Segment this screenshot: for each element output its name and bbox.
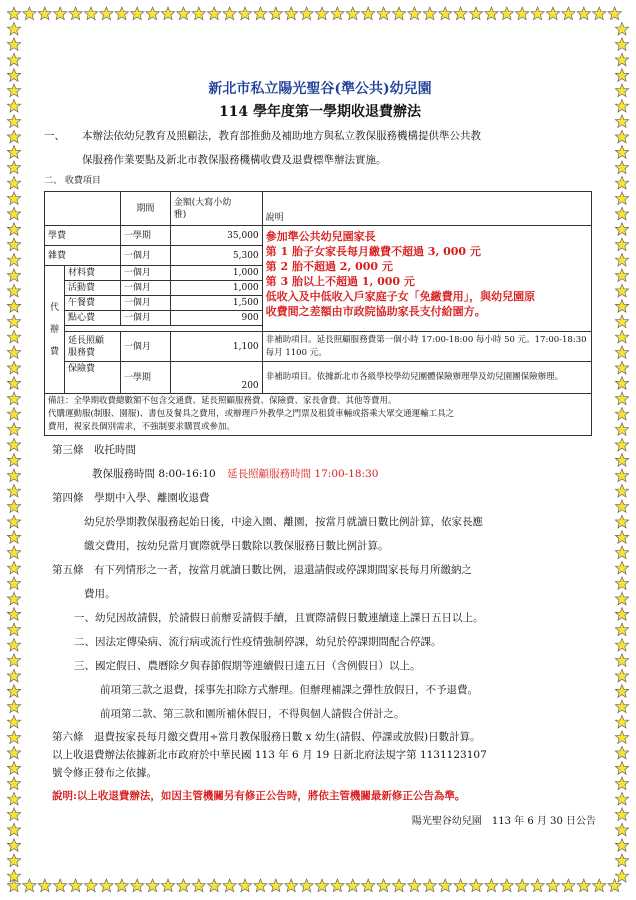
article-5-item-1: 一、幼兒因故請假，於請假日前辦妥請假手續，且實際請假日數連續達上課日五日以上。 bbox=[74, 612, 484, 624]
border-star-icon bbox=[131, 7, 144, 20]
border-star-icon bbox=[7, 38, 20, 51]
border-star-icon bbox=[346, 879, 359, 892]
tuition-period: 一學期 bbox=[120, 226, 170, 246]
border-star-icon bbox=[615, 346, 628, 359]
red-note-5: 低收入及中低收入戶家庭子女「免繳費用」，與幼兒園原 bbox=[265, 290, 536, 303]
border-star-icon bbox=[38, 7, 51, 20]
border-star-icon bbox=[615, 623, 628, 636]
border-star-icon bbox=[208, 7, 221, 20]
border-star-icon bbox=[615, 146, 628, 159]
border-star-icon bbox=[577, 7, 590, 20]
border-star-icon bbox=[615, 161, 628, 174]
border-star-icon bbox=[608, 879, 621, 892]
section-1 bbox=[44, 124, 596, 148]
border-star-icon bbox=[615, 69, 628, 82]
border-star-icon bbox=[208, 879, 221, 892]
border-star-icon bbox=[615, 731, 628, 744]
border-star-icon bbox=[615, 99, 628, 112]
border-star-icon bbox=[238, 879, 251, 892]
article-6-line-1: 第六條 退費按家長每月繳交費用÷當月教保服務日數 x 幼生(請假、停課或放假)日數計算。 bbox=[52, 731, 481, 743]
border-star-icon bbox=[615, 700, 628, 713]
snack-label: 點心費 bbox=[64, 311, 120, 326]
border-star-icon bbox=[315, 7, 328, 20]
border-star-icon bbox=[7, 715, 20, 728]
border-star-icon bbox=[615, 315, 628, 328]
border-star-icon bbox=[615, 592, 628, 605]
misc-label: 雜費 bbox=[45, 246, 121, 266]
border-star-icon bbox=[7, 777, 20, 790]
extended-period: 一個月 bbox=[120, 332, 170, 362]
border-star-icon bbox=[469, 879, 482, 892]
section-2-number: 二、 bbox=[44, 176, 63, 186]
border-star-icon bbox=[615, 669, 628, 682]
border-star-icon bbox=[23, 7, 36, 20]
border-star-icon bbox=[254, 7, 267, 20]
border-star-icon bbox=[115, 879, 128, 892]
border-star-icon bbox=[439, 879, 452, 892]
border-star-icon bbox=[615, 269, 628, 282]
border-star-icon bbox=[615, 715, 628, 728]
border-star-icon bbox=[615, 469, 628, 482]
border-star-icon bbox=[7, 407, 20, 420]
activity-amount: 1,000 bbox=[170, 281, 262, 296]
border-star-icon bbox=[615, 130, 628, 143]
border-star-icon bbox=[7, 84, 20, 97]
border-star-icon bbox=[615, 777, 628, 790]
border-star-icon bbox=[500, 879, 513, 892]
border-star-icon bbox=[7, 592, 20, 605]
border-star-icon bbox=[615, 192, 628, 205]
border-star-icon bbox=[615, 176, 628, 189]
border-star-icon bbox=[577, 879, 590, 892]
border-star-icon bbox=[392, 879, 405, 892]
border-star-icon bbox=[285, 879, 298, 892]
border-star-icon bbox=[7, 253, 20, 266]
border-star-icon bbox=[7, 700, 20, 713]
border-star-icon bbox=[7, 685, 20, 698]
extended-amount: 1,100 bbox=[170, 332, 262, 362]
snack-period: 一個月 bbox=[120, 311, 170, 326]
border-star-icon bbox=[615, 561, 628, 574]
extended-label: 延長照顧 服務費 bbox=[64, 332, 120, 362]
border-star-icon bbox=[615, 454, 628, 467]
border-star-icon bbox=[84, 879, 97, 892]
border-star-icon bbox=[346, 7, 359, 20]
border-star-icon bbox=[615, 500, 628, 513]
border-star-icon bbox=[615, 438, 628, 451]
border-star-icon bbox=[454, 7, 467, 20]
border-star-icon bbox=[7, 561, 20, 574]
border-star-icon bbox=[615, 377, 628, 390]
tuition-amount: 35,000 bbox=[170, 226, 262, 246]
border-star-icon bbox=[7, 869, 20, 882]
misc-amount: 5,300 bbox=[170, 246, 262, 266]
border-star-icon bbox=[177, 879, 190, 892]
border-star-icon bbox=[485, 879, 498, 892]
border-star-icon bbox=[100, 7, 113, 20]
border-star-icon bbox=[331, 7, 344, 20]
border-star-icon bbox=[615, 300, 628, 313]
border-star-icon bbox=[223, 879, 236, 892]
signature-line: 陽光聖谷幼兒園 113 年 6 月 30 日公告 bbox=[411, 816, 596, 827]
border-star-icon bbox=[516, 879, 529, 892]
border-star-icon bbox=[615, 284, 628, 297]
border-star-icon bbox=[615, 808, 628, 821]
border-star-icon bbox=[546, 7, 559, 20]
insurance-period: 一學期 bbox=[120, 362, 170, 394]
border-star-icon bbox=[615, 115, 628, 128]
border-star-icon bbox=[615, 638, 628, 651]
article-3-hours bbox=[44, 462, 596, 486]
border-star-icon bbox=[7, 531, 20, 544]
border-star-icon bbox=[300, 879, 313, 892]
article-4-heading: 第四條 學期中入學、離園收退費 bbox=[52, 492, 210, 504]
border-star-icon bbox=[7, 731, 20, 744]
border-star-icon bbox=[615, 869, 628, 882]
agency-fee-group-label: 代 辦 費 bbox=[45, 266, 65, 394]
border-star-icon bbox=[7, 577, 20, 590]
remark-line-3: 費用，視家長個別需求，不強制要求購買或參加。 bbox=[48, 422, 236, 432]
border-star-icon bbox=[593, 879, 606, 892]
border-star-icon bbox=[615, 746, 628, 759]
border-star-icon bbox=[593, 7, 606, 20]
remark-line-2: 代購運動服(制服、園服)、書包及餐具之費用，或辦理戶外教學之門票及租賃車輛或搭乘大眾交通運輸工具之 bbox=[48, 409, 455, 419]
border-star-icon bbox=[439, 7, 452, 20]
table-header-blank bbox=[45, 192, 121, 226]
border-star-icon bbox=[177, 7, 190, 20]
article-5-heading-2: 費用。 bbox=[84, 588, 116, 600]
border-star-icon bbox=[615, 654, 628, 667]
border-star-icon bbox=[7, 99, 20, 112]
border-star-icon bbox=[7, 669, 20, 682]
border-star-icon bbox=[377, 7, 390, 20]
extended-description: 非補助項目。延長照顧服務費第一個小時 17:00-18:00 每小時 50 元。17:00-18:30 每月 1100 元。 bbox=[262, 332, 591, 362]
service-hours: 教保服務時間 8:00-16:10 bbox=[92, 468, 216, 480]
border-star-icon bbox=[192, 7, 205, 20]
article-5-sub-2: 前項第二款、第三款和園所補休假日，不得與個人請假合併計之。 bbox=[100, 708, 405, 720]
border-star-icon bbox=[7, 746, 20, 759]
border-star-icon bbox=[423, 879, 436, 892]
border-star-icon bbox=[615, 608, 628, 621]
school-name: 新北市私立陽光聖谷(準公共)幼兒園 bbox=[208, 81, 432, 97]
border-star-icon bbox=[615, 253, 628, 266]
border-star-icon bbox=[562, 879, 575, 892]
lunch-amount: 1,500 bbox=[170, 296, 262, 311]
border-star-icon bbox=[615, 546, 628, 559]
article-5-item-2: 二、因法定傳染病、流行病或流行性疫情強制停課，幼兒於停課期間配合停課。 bbox=[74, 636, 442, 648]
border-star-icon bbox=[7, 315, 20, 328]
border-star-icon bbox=[615, 531, 628, 544]
border-star-icon bbox=[100, 879, 113, 892]
border-star-icon bbox=[531, 7, 544, 20]
snack-amount: 900 bbox=[170, 311, 262, 326]
section-2-label: 收費項目 bbox=[64, 176, 101, 186]
table-row-remark bbox=[45, 394, 592, 436]
border-star-icon bbox=[7, 469, 20, 482]
border-star-icon bbox=[7, 269, 20, 282]
border-star-icon bbox=[362, 879, 375, 892]
border-star-icon bbox=[7, 823, 20, 836]
border-star-icon bbox=[7, 438, 20, 451]
table-row-extended bbox=[45, 332, 592, 362]
border-star-icon bbox=[615, 423, 628, 436]
border-star-icon bbox=[615, 38, 628, 51]
border-star-icon bbox=[615, 361, 628, 374]
border-star-icon bbox=[23, 879, 36, 892]
border-star-icon bbox=[7, 762, 20, 775]
border-star-icon bbox=[7, 484, 20, 497]
border-star-icon bbox=[7, 361, 20, 374]
border-star-icon bbox=[615, 22, 628, 35]
fee-table bbox=[44, 191, 592, 436]
border-star-icon bbox=[531, 879, 544, 892]
border-star-icon bbox=[615, 762, 628, 775]
article-5-heading: 第五條 有下列情形之一者，按當月就讀日數比例，退還請假或停課期間家長每月所繳納之 bbox=[52, 564, 472, 576]
table-header-amount: 金額(大寫小幼 雅) bbox=[170, 192, 262, 226]
border-star-icon bbox=[131, 879, 144, 892]
table-header-period: 期間 bbox=[120, 192, 170, 226]
border-star-icon bbox=[7, 623, 20, 636]
border-star-icon bbox=[69, 7, 82, 20]
border-star-icon bbox=[238, 7, 251, 20]
table-header-row bbox=[45, 192, 592, 226]
border-star-icon bbox=[546, 879, 559, 892]
remark-line-1: 備註：全學期收費總數額不包含交通費、延長照顧服務費、保險費、家長會費、其他等費用。 bbox=[48, 396, 397, 406]
border-star-icon bbox=[161, 879, 174, 892]
materials-label: 材料費 bbox=[64, 266, 120, 281]
border-star-icon bbox=[315, 879, 328, 892]
section-1-line-2: 保服務作業要點及新北市教保服務機構收費及退費標準辦法實施。 bbox=[82, 154, 387, 166]
border-star-icon bbox=[7, 792, 20, 805]
border-star-icon bbox=[7, 7, 20, 20]
border-star-icon bbox=[608, 7, 621, 20]
lunch-label: 午餐費 bbox=[64, 296, 120, 311]
border-star-icon bbox=[254, 879, 267, 892]
border-star-icon bbox=[54, 7, 67, 20]
border-star-icon bbox=[7, 638, 20, 651]
border-star-icon bbox=[615, 854, 628, 867]
border-star-icon bbox=[7, 146, 20, 159]
article-4-line-1: 幼兒於學期教保服務起始日後，中途入園、離園，按當月就讀日數比例計算，依家長應 bbox=[84, 516, 483, 528]
border-star-icon bbox=[615, 839, 628, 852]
border-star-icon bbox=[615, 223, 628, 236]
border-star-icon bbox=[615, 484, 628, 497]
border-star-icon bbox=[7, 300, 20, 313]
fee-red-notes bbox=[262, 226, 591, 332]
red-note-4: 第 3 胎以上不超過 1, 000 元 bbox=[265, 275, 415, 288]
border-star-icon bbox=[423, 7, 436, 20]
border-star-icon bbox=[7, 423, 20, 436]
border-star-icon bbox=[7, 515, 20, 528]
border-star-icon bbox=[362, 7, 375, 20]
border-star-icon bbox=[38, 879, 51, 892]
border-star-icon bbox=[146, 879, 159, 892]
border-star-icon bbox=[7, 392, 20, 405]
border-star-icon bbox=[7, 192, 20, 205]
materials-amount: 1,000 bbox=[170, 266, 262, 281]
border-star-icon bbox=[7, 654, 20, 667]
border-star-icon bbox=[454, 879, 467, 892]
border-star-icon bbox=[161, 7, 174, 20]
article-3-heading: 第三條 收托時間 bbox=[52, 444, 136, 456]
border-star-icon bbox=[331, 879, 344, 892]
border-star-icon bbox=[69, 879, 82, 892]
insurance-label: 保險費 bbox=[64, 362, 120, 394]
border-star-icon bbox=[300, 7, 313, 20]
border-star-icon bbox=[377, 879, 390, 892]
red-note-6: 收費間之差額由市政院協助家長支付給園方。 bbox=[265, 305, 486, 318]
extended-hours: 延長照顧服務時間 17:00-18:30 bbox=[227, 468, 379, 480]
border-star-icon bbox=[7, 454, 20, 467]
border-star-icon bbox=[615, 53, 628, 66]
border-star-icon bbox=[615, 577, 628, 590]
border-star-icon bbox=[7, 546, 20, 559]
border-star-icon bbox=[115, 7, 128, 20]
misc-period: 一個月 bbox=[120, 246, 170, 266]
border-star-icon bbox=[516, 7, 529, 20]
red-note-1: 參加準公共幼兒園家長 bbox=[265, 230, 376, 243]
border-star-icon bbox=[223, 7, 236, 20]
border-star-icon bbox=[392, 7, 405, 20]
border-star-icon bbox=[7, 207, 20, 220]
activity-label: 活動費 bbox=[64, 281, 120, 296]
border-star-icon bbox=[146, 7, 159, 20]
lunch-period: 一個月 bbox=[120, 296, 170, 311]
border-star-icon bbox=[562, 7, 575, 20]
document-title: 114 學年度第一學期收退費辦法 bbox=[218, 104, 422, 120]
insurance-amount: 200 bbox=[170, 362, 262, 394]
border-star-icon bbox=[7, 879, 20, 892]
border-star-icon bbox=[7, 608, 20, 621]
border-star-icon bbox=[615, 238, 628, 251]
border-star-icon bbox=[269, 879, 282, 892]
border-star-icon bbox=[615, 685, 628, 698]
border-star-icon bbox=[485, 7, 498, 20]
insurance-description: 非補助項目。依據新北市各級學校學幼兒團體保險辦理學及幼兒園團保險辦理。 bbox=[262, 362, 591, 394]
remark-cell bbox=[45, 394, 592, 436]
border-star-icon bbox=[7, 808, 20, 821]
border-star-icon bbox=[615, 792, 628, 805]
border-star-icon bbox=[54, 879, 67, 892]
border-star-icon bbox=[7, 69, 20, 82]
table-row-tuition bbox=[45, 226, 592, 246]
final-note: 說明:以上收退費辦法，如因主管機關另有修正公告時，將依主管機關最新修正公告為準。 bbox=[52, 790, 466, 802]
border-star-icon bbox=[469, 7, 482, 20]
border-star-icon bbox=[285, 7, 298, 20]
section-2 bbox=[44, 174, 596, 188]
border-star-icon bbox=[500, 7, 513, 20]
border-star-icon bbox=[7, 223, 20, 236]
article-5-sub-1: 前項第三款之退費，採事先扣除方式辦理。但辦理補課之彈性放假日，不予退費。 bbox=[100, 684, 478, 696]
border-star-icon bbox=[7, 377, 20, 390]
border-star-icon bbox=[408, 879, 421, 892]
border-star-icon bbox=[7, 346, 20, 359]
border-star-icon bbox=[615, 207, 628, 220]
border-star-icon bbox=[615, 84, 628, 97]
activity-period: 一個月 bbox=[120, 281, 170, 296]
border-star-icon bbox=[408, 7, 421, 20]
document-body bbox=[44, 80, 596, 832]
border-star-icon bbox=[7, 176, 20, 189]
article-5-item-3: 三、國定假日、農曆除夕與春節假期等連續假日達五日（含例假日）以上。 bbox=[74, 660, 421, 672]
border-star-icon bbox=[7, 500, 20, 513]
border-star-icon bbox=[84, 7, 97, 20]
border-star-icon bbox=[615, 330, 628, 343]
red-note-3: 第 2 胎不超過 2, 000 元 bbox=[265, 260, 393, 273]
border-star-icon bbox=[7, 238, 20, 251]
border-star-icon bbox=[615, 823, 628, 836]
article-6-line-2: 以上收退費辦法依據新北市政府於中華民國 113 年 6 月 19 日新北府法規字第 1131123107 bbox=[52, 749, 487, 761]
border-star-icon bbox=[7, 115, 20, 128]
border-star-icon bbox=[615, 392, 628, 405]
section-1-line-1: 本辦法依幼兒教育及照顧法，教育部推動及補助地方與私立教保服務機構提供準公共教 bbox=[82, 130, 481, 142]
materials-period: 一個月 bbox=[120, 266, 170, 281]
border-star-icon bbox=[615, 407, 628, 420]
table-header-description: 說明 bbox=[262, 192, 591, 226]
border-star-icon bbox=[192, 879, 205, 892]
article-6-line-3: 號令修正發布之依據。 bbox=[52, 767, 157, 779]
border-star-icon bbox=[7, 839, 20, 852]
table-row-insurance bbox=[45, 362, 592, 394]
red-note-2: 第 1 胎子女家長每月繳費不超過 3, 000 元 bbox=[265, 245, 481, 258]
border-star-icon bbox=[7, 284, 20, 297]
border-star-icon bbox=[615, 515, 628, 528]
border-star-icon bbox=[269, 7, 282, 20]
tuition-label: 學費 bbox=[45, 226, 121, 246]
border-star-icon bbox=[7, 22, 20, 35]
article-4-line-2: 繳交費用，按幼兒當月實際就學日數除以教保服務日數比例計算。 bbox=[84, 540, 389, 552]
border-star-icon bbox=[7, 130, 20, 143]
border-star-icon bbox=[7, 161, 20, 174]
border-star-icon bbox=[7, 53, 20, 66]
border-star-icon bbox=[7, 854, 20, 867]
border-star-icon bbox=[7, 330, 20, 343]
section-1-number: 一、 bbox=[44, 130, 65, 142]
